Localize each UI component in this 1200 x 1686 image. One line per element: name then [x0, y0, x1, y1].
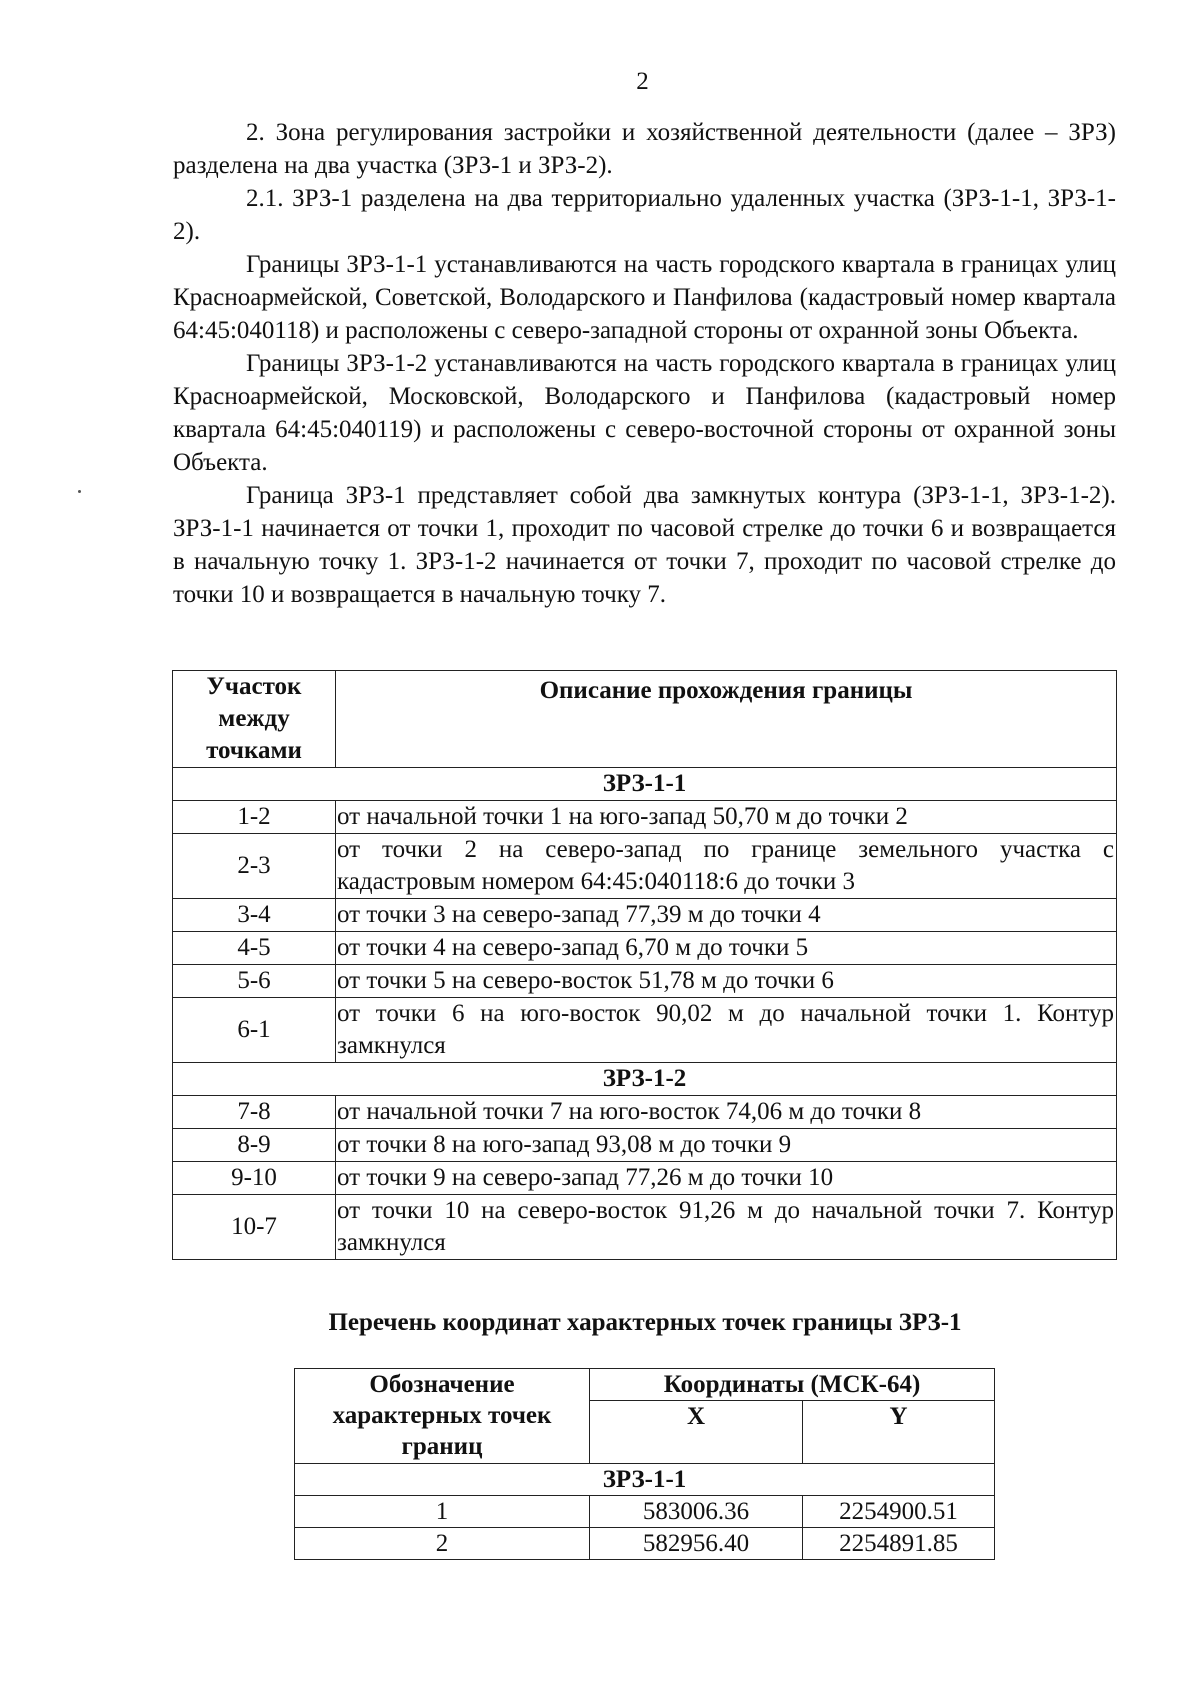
paragraph-2: 2.1. ЗРЗ-1 разделена на два территориально удаленных участка (ЗРЗ-1-1, ЗРЗ-1-2).	[173, 185, 1116, 245]
segment-cell: 10-7	[173, 1195, 336, 1260]
header-coords: Координаты (МСК-64)	[590, 1369, 995, 1401]
segment-cell: 8-9	[173, 1129, 336, 1162]
header-point: Обозначение характерных точек границ	[295, 1369, 590, 1464]
segment-cell: 9-10	[173, 1162, 336, 1195]
description-cell: от точки 8 на юго-запад 93,08 м до точки 9	[336, 1129, 1117, 1162]
segment-cell: 4-5	[173, 932, 336, 965]
coordinates-title: Перечень координат характерных точек границы ЗРЗ-1	[328, 1309, 962, 1336]
header-x: X	[590, 1401, 803, 1464]
table-row	[173, 1096, 1117, 1129]
scan-speck	[78, 490, 81, 493]
coordinates-table	[294, 1368, 995, 1560]
x-cell: 582956.40	[590, 1528, 803, 1560]
description-cell: от точки 4 на северо-запад 6,70 м до точки 5	[336, 932, 1117, 965]
paragraph-1: 2. Зона регулирования застройки и хозяйственной деятельности (далее – ЗРЗ) разделена на два участка (ЗРЗ-1 и ЗРЗ-2).	[173, 119, 1116, 179]
paragraph-4: Границы ЗРЗ-1-2 устанавливаются на часть городского квартала в границах улиц Красноармейской, Московской, Володарского и Панфилова (кадастровый номер квартала 64:45:040119) и расположены с северо-восточной стороны от охранной зоны Объекта.	[173, 350, 1116, 476]
section-row: ЗРЗ-1-2	[173, 1063, 1117, 1096]
segment-cell: 2-3	[173, 834, 336, 899]
table-row	[173, 1162, 1117, 1195]
table-row	[173, 965, 1117, 998]
table-row	[173, 1195, 1117, 1260]
point-cell: 1	[295, 1496, 590, 1528]
description-cell: от точки 6 на юго-восток 90,02 м до начальной точки 1. Контур замкнулся	[336, 998, 1117, 1063]
table-row	[173, 932, 1117, 965]
header-segment: Участок между точками	[173, 671, 336, 768]
section-row: ЗРЗ-1-1	[173, 768, 1117, 801]
x-cell: 583006.36	[590, 1496, 803, 1528]
segment-cell: 1-2	[173, 801, 336, 834]
segment-cell: 3-4	[173, 899, 336, 932]
description-cell: от начальной точки 7 на юго-восток 74,06 м до точки 8	[336, 1096, 1117, 1129]
description-cell: от точки 2 на северо-запад по границе земельного участка с кадастровым номером 64:45:040118:6 до точки 3	[336, 834, 1117, 899]
body-text	[173, 116, 1116, 611]
table-row	[295, 1496, 995, 1528]
table-row	[173, 899, 1117, 932]
header-description: Описание прохождения границы	[336, 671, 1117, 768]
page-number: 2	[636, 68, 649, 95]
description-cell: от точки 5 на северо-восток 51,78 м до точки 6	[336, 965, 1117, 998]
paragraph-5: Граница ЗРЗ-1 представляет собой два замкнутых контура (ЗРЗ-1-1, ЗРЗ-1-2). ЗРЗ-1-1 начинается от точки 1, проходит по часовой стрелке до точки 6 и возвращается в начальную точку 1. ЗРЗ-1-2 начинается от точки 7, проходит по часовой стрелке до точки 10 и возвращается в начальную точку 7.	[173, 482, 1116, 608]
y-cell: 2254900.51	[803, 1496, 995, 1528]
y-cell: 2254891.85	[803, 1528, 995, 1560]
description-cell: от точки 9 на северо-запад 77,26 м до точки 10	[336, 1162, 1117, 1195]
description-cell: от начальной точки 1 на юго-запад 50,70 м до точки 2	[336, 801, 1117, 834]
description-cell: от точки 10 на северо-восток 91,26 м до начальной точки 7. Контур замкнулся	[336, 1195, 1117, 1260]
point-cell: 2	[295, 1528, 590, 1560]
table-row	[173, 834, 1117, 899]
section-row: ЗРЗ-1-1	[295, 1464, 995, 1496]
segment-cell: 6-1	[173, 998, 336, 1063]
header-y: Y	[803, 1401, 995, 1464]
table-row	[173, 998, 1117, 1063]
table-header-row	[295, 1369, 995, 1401]
segment-cell: 7-8	[173, 1096, 336, 1129]
description-cell: от точки 3 на северо-запад 77,39 м до точки 4	[336, 899, 1117, 932]
table-row	[173, 801, 1117, 834]
table-row	[173, 1129, 1117, 1162]
paragraph-3: Границы ЗРЗ-1-1 устанавливаются на часть городского квартала в границах улиц Красноармейской, Советской, Володарского и Панфилова (кадастровый номер квартала 64:45:040118) и расположены с северо-западной стороны от охранной зоны Объекта.	[173, 251, 1116, 344]
table-header-row	[173, 671, 1117, 768]
segment-cell: 5-6	[173, 965, 336, 998]
table-row	[295, 1528, 995, 1560]
boundary-description-table	[172, 670, 1117, 1260]
